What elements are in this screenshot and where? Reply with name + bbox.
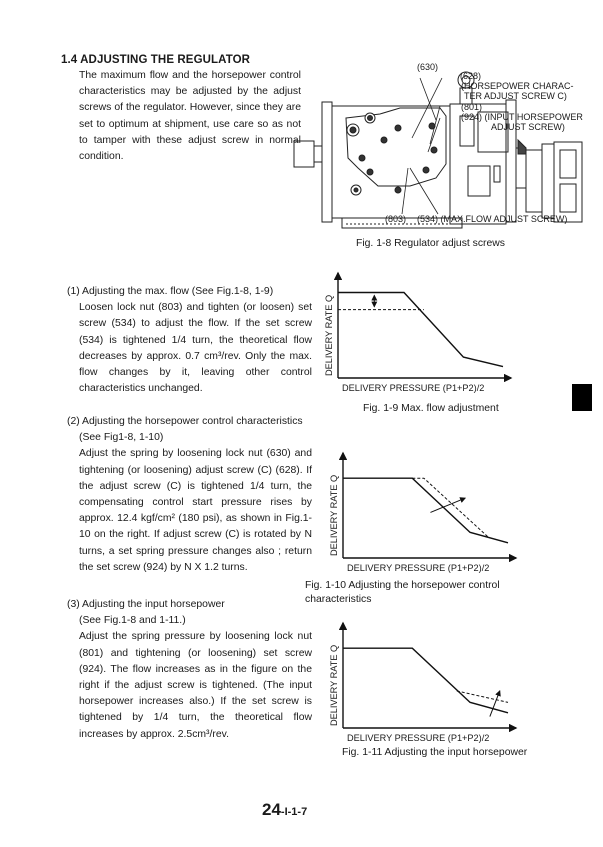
callout-924-desc: ADJUST SCREW) xyxy=(491,122,565,132)
section-index-tab xyxy=(572,384,592,411)
solenoid-block xyxy=(554,142,582,222)
callout-630: (630) xyxy=(417,62,439,72)
regulator-cover xyxy=(346,108,446,186)
callout-628: (628) xyxy=(460,71,482,81)
callout-924: (924) (INPUT HORSEPOWER xyxy=(461,112,583,122)
y-axis-label: DELIVERY RATE Q xyxy=(329,644,339,726)
leader-803 xyxy=(402,168,408,214)
leader-534 xyxy=(410,168,438,214)
page-number-suffix: -I-1-7 xyxy=(280,806,308,818)
figure-1-8-caption: Fig. 1-8 Regulator adjust screws xyxy=(356,238,505,249)
page-number-main: 24 xyxy=(262,800,281,819)
item-3-subtitle: (See Fig.1-8 and 1-11.) xyxy=(79,615,186,627)
intro-paragraph: The maximum flow and the horsepower control characteristics may be adjusted by the adjust screws of the regulator. However, since they are set to optimum at shipment, use care so as not to tamper with these adjust screw in normal condition. xyxy=(79,70,301,163)
adjust-screw-924 xyxy=(518,140,526,154)
callout-803: (803) xyxy=(385,214,407,224)
adjustment-arrow xyxy=(490,691,500,717)
chart-fig-1-11-caption: Fig. 1-11 Adjusting the input horsepower xyxy=(342,747,528,758)
item-1-title: (1) Adjusting the max. flow (See Fig.1-8, 1-9) xyxy=(67,286,274,297)
item-2-subtitle: (See Fig1-8, 1-10) xyxy=(79,432,164,444)
item-2 xyxy=(67,414,312,576)
chart-fig-1-10 xyxy=(325,450,525,580)
pump-shaft xyxy=(294,141,314,167)
callout-628-desc-2: TER ADJUST SCREW C) xyxy=(464,91,567,101)
max-flow-screw-housing xyxy=(468,166,490,196)
callout-801: (801) xyxy=(461,102,483,112)
callout-534: (534) (MAX.FLOW ADJUST SCREW) xyxy=(417,214,568,224)
chart-fig-1-11 xyxy=(325,620,525,750)
mounting-flange xyxy=(322,102,332,222)
item-3 xyxy=(67,597,312,743)
x-axis-label: DELIVERY PRESSURE (P1+P2)/2 xyxy=(342,383,485,393)
chart-fig-1-10-caption: Fig. 1-10 Adjusting the horsepower control characteristics xyxy=(305,580,500,605)
section-heading: 1.4 ADJUSTING THE REGULATOR xyxy=(61,54,251,66)
x-axis-label: DELIVERY PRESSURE (P1+P2)/2 xyxy=(347,563,490,573)
item-1 xyxy=(67,284,312,397)
item-2-title: (2) Adjusting the horsepower control characteristics xyxy=(67,416,303,427)
y-axis-label: DELIVERY RATE Q xyxy=(329,474,339,556)
item-2-body: Adjust the spring by loosening lock nut (630) and tightening (or loosening) adjust screw (C) (628). If the adjust screw (C) is tightened 1/4 turn, the compensating control start pressure rises by approx. 12.4 kgf/cm² (180 psi), as shown in Fig.1-10 on the right. If adjust screw (C) is rotated by N turns, a set spring pressure changes also ; return the set screw (924) by N X 1.2 turns. xyxy=(79,448,312,573)
series-line-adjusted xyxy=(412,478,488,537)
chart-fig-1-9 xyxy=(320,270,520,400)
item-1-body: Loosen lock nut (803) and tighten (or loosen) set screw (534) to adjust the flow. If the set screw (534) is tightened 1/4 turn, the theoretical flow decreases by approx. 0.7 cm³/rev. Only the max. flow changes by it, leaving other control characteristics unchanged. xyxy=(79,302,312,395)
chart-fig-1-9-caption: Fig. 1-9 Max. flow adjustment xyxy=(363,403,499,414)
callout-628-desc-1: (HORSEPOWER CHARAC- xyxy=(461,81,574,91)
series-line-original xyxy=(343,648,508,713)
y-axis-label: DELIVERY RATE Q xyxy=(324,294,334,376)
leader-630 xyxy=(420,78,436,120)
x-axis-label: DELIVERY PRESSURE (P1+P2)/2 xyxy=(347,733,490,743)
item-3-title: (3) Adjusting the input horsepower xyxy=(67,599,225,610)
page-number xyxy=(262,800,307,820)
series-line-original xyxy=(338,293,503,367)
item-3-body: Adjust the spring pressure by loosening lock nut (801) and tightening (or loosening) set screw (924). The flow increases as in the figure on the right if the adjust screw is tightened. (The input horsepower increases also.) If the set screw is tightened by 1/4 turn, the theoretical flow increases by approx. 2.5cm³/rev. xyxy=(79,631,312,740)
